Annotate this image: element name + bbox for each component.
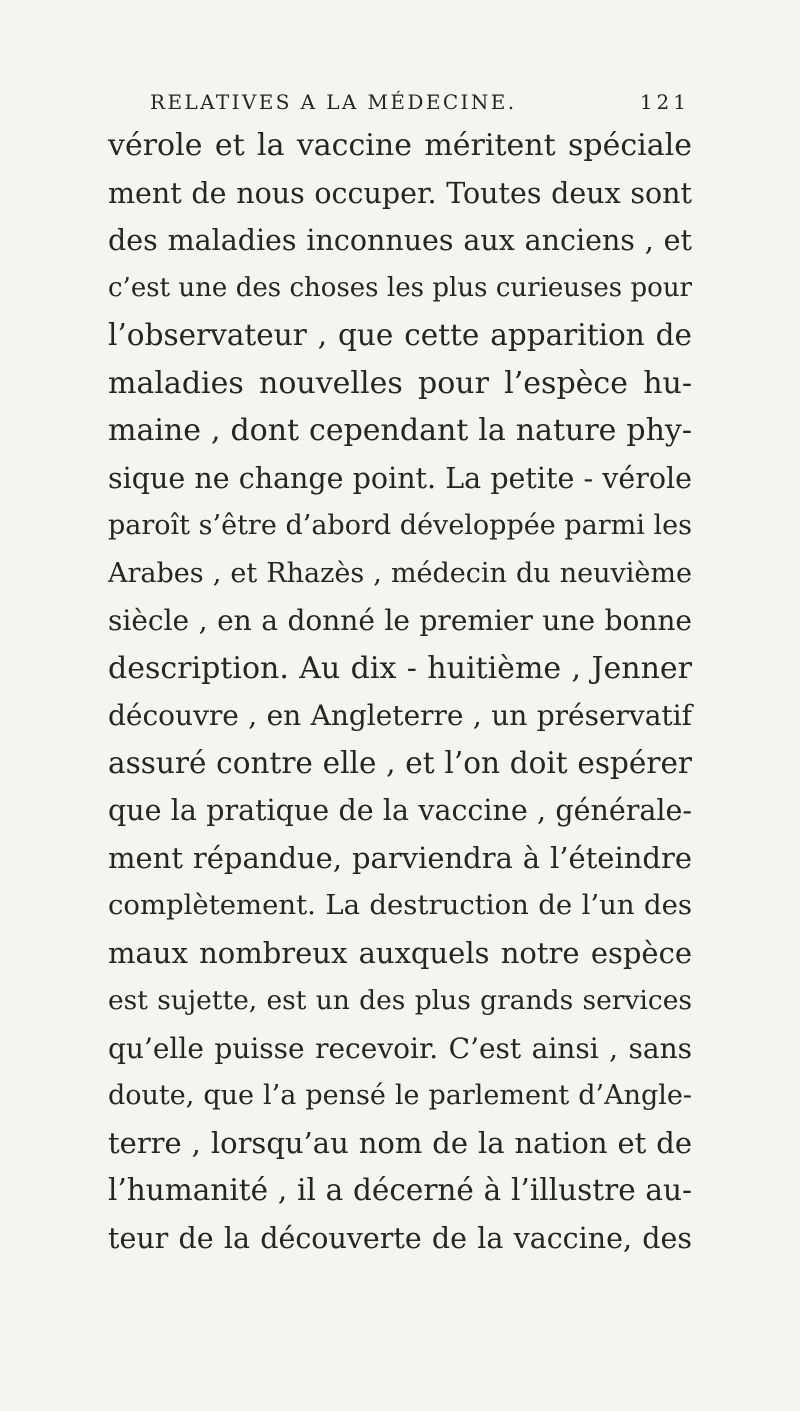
text-line: des maladies inconnues aux anciens , et	[108, 224, 692, 257]
text-line: l’observateur , que cette apparition de	[108, 318, 692, 352]
text-line: complètement. La destruction de l’un des	[108, 889, 692, 921]
text-line: siècle , en a donné le premier une bonne	[108, 604, 692, 637]
text-line: ment de nous occuper. Toutes deux sont	[108, 176, 692, 210]
text-line: Arabes , et Rhazès , médecin du neuvième	[108, 557, 692, 589]
text-line: paroît s’être d’abord développée parmi les	[108, 510, 692, 541]
text-line: maine , dont cependant la nature phy-	[108, 413, 692, 448]
text-line: assuré contre elle , et l’on doit espérer	[108, 745, 692, 780]
text-line: l’humanité , il a décerné à l’illustre au-	[108, 1173, 692, 1207]
text-line: sique ne change point. La petite - vérole	[108, 461, 692, 495]
text-line: description. Au dix - huitième , Jenner	[108, 650, 692, 686]
body-text	[108, 122, 692, 1262]
text-line: est sujette, est un des plus grands services	[108, 985, 692, 1016]
page-number: 121	[639, 90, 690, 114]
text-line: c’est une des choses les plus curieuses pour	[108, 272, 692, 303]
text-line: vérole et la vaccine méritent spéciale	[108, 128, 692, 163]
text-line: que la pratique de la vaccine , générale-	[108, 794, 692, 827]
text-line: teur de la découverte de la vaccine, des	[108, 1221, 692, 1255]
text-line: doute, que l’a pensé le parlement d’Angle-	[108, 1080, 692, 1111]
text-line: terre , lorsqu’au nom de la nation et de	[108, 1125, 692, 1160]
text-line: maladies nouvelles pour l’espèce hu-	[108, 365, 692, 401]
text-line: ment répandue, parviendra à l’éteindre	[108, 840, 692, 875]
text-line: maux nombreux auxquels notre espèce	[108, 935, 692, 970]
running-head	[150, 90, 690, 120]
text-line: qu’elle puisse recevoir. C’est ainsi , sans	[108, 1031, 692, 1065]
running-title: RELATIVES A LA MÉDECINE.	[150, 90, 517, 114]
text-line: découvre , en Angleterre , un préservatif	[108, 699, 692, 732]
